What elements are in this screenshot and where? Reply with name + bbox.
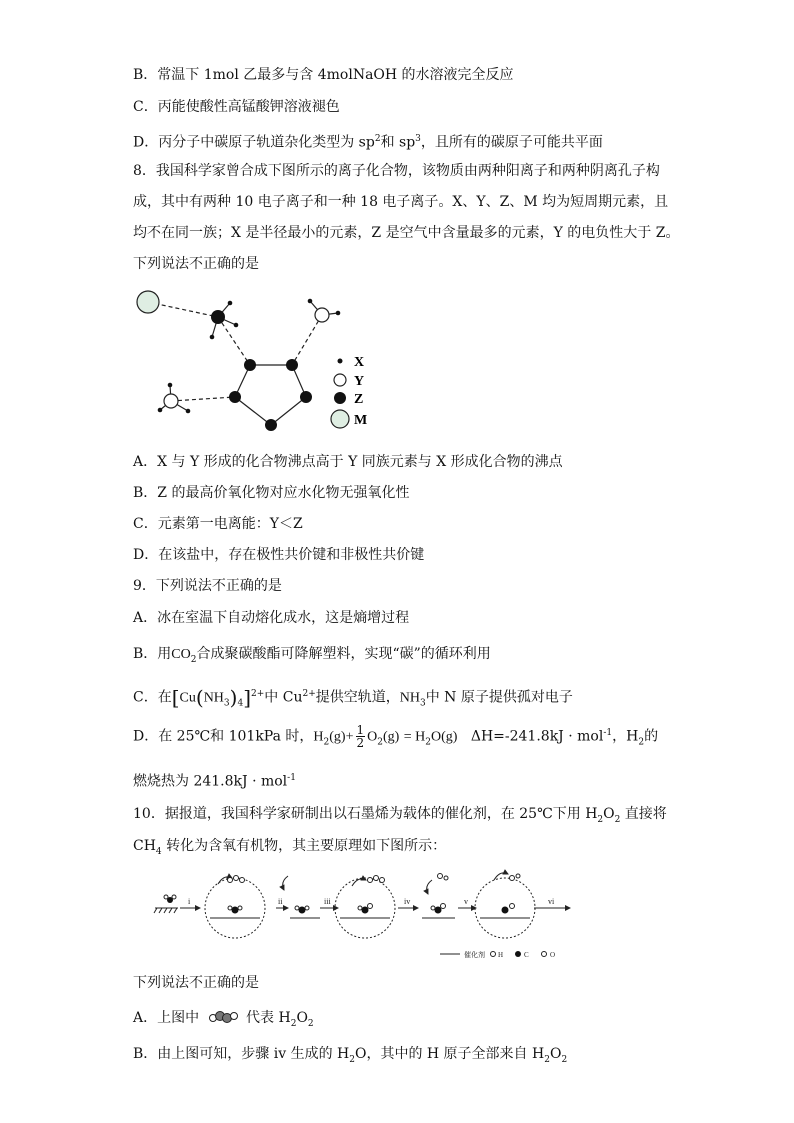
q10-stem-line1: 10．据报道，我国科学家研制出以石墨烯为载体的催化剂，在 25℃下用 $H_2O_2$ 直接将 xyxy=(133,806,667,825)
q7-option-b: B．常温下 1mol 乙最多与含 4molNaOH 的水溶液完全反应 xyxy=(133,67,514,83)
q8-option-d: D．在该盐中，存在极性共价键和非极性共价键 xyxy=(133,547,425,563)
legend-y-label: Y xyxy=(354,374,365,389)
q8-stem-line4: 下列说法不正确的是 xyxy=(133,256,259,272)
h2o2-molecule-icon xyxy=(208,1010,238,1024)
atom-x xyxy=(210,335,215,340)
q9-option-b: B．用$CO_2$合成聚碳酸酯可降解塑料，实现“碳”的循环利用 xyxy=(133,646,491,665)
q7-option-d: D．丙分子中碳原子轨道杂化类型为 $sp^2$和 $sp^3$，且所有的碳原子可能共平面 xyxy=(133,134,603,151)
step-iv: iv xyxy=(404,897,411,906)
legend-c: C xyxy=(524,951,529,959)
atom-x xyxy=(336,311,341,316)
legend-m-symbol xyxy=(331,410,349,428)
q10-question: 下列说法不正确的是 xyxy=(133,975,259,991)
step-i: i xyxy=(188,897,191,906)
atom-z xyxy=(300,391,312,403)
atom-z xyxy=(229,391,241,403)
atom-x xyxy=(234,323,239,328)
atom-z xyxy=(211,310,225,324)
q10-stem-line2: $CH_4$ 转化为含氧有机物，其主要原理如下图所示： xyxy=(133,838,447,857)
q7-option-c: C．丙能使酸性高锰酸钾溶液褪色 xyxy=(133,99,340,115)
legend-o: O xyxy=(550,951,556,959)
q8-option-c: C．元素第一电离能：Y＜Z xyxy=(133,516,303,532)
atom-z xyxy=(286,359,298,371)
step-iii: iii xyxy=(324,897,331,906)
q8-stem-line3: 均不在同一族；X 是半径最小的元素，Z 是空气中含量最多的元素，Y 的电负性大于 Z。 xyxy=(133,225,680,241)
legend-m-label: M xyxy=(354,413,368,428)
ionic-compound-figure xyxy=(130,285,390,435)
q10-option-b: B．由上图可知，步骤 iv 生成的 $H_2O$，其中的 H 原子全部来自 $H_2O_2$ xyxy=(133,1046,568,1065)
atom-z xyxy=(244,359,256,371)
atom-x xyxy=(308,299,313,304)
q10-option-a: A．上图中 代表 $H_2O_2$ xyxy=(133,1010,314,1029)
q8-stem-line1: 8．我国科学家曾合成下图所示的离子化合物，该物质由两种阳离子和两种阴离孔子构 xyxy=(133,163,660,179)
q9-option-a: A．冰在室温下自动熔化成水，这是熵增过程 xyxy=(133,610,410,626)
legend-h: H xyxy=(498,951,504,959)
legend-catalyst: 催化剂 xyxy=(464,951,485,959)
q8-option-b: B．Z 的最高价氧化物对应水化物无强氧化性 xyxy=(133,485,410,501)
legend-x-label: X xyxy=(354,355,365,370)
legend-x-symbol xyxy=(338,359,343,364)
q9-stem: 9．下列说法不正确的是 xyxy=(133,578,282,594)
atom-y xyxy=(315,308,329,322)
atom-x xyxy=(158,408,163,413)
atom-y xyxy=(164,394,178,408)
step-v: v xyxy=(464,897,468,906)
atom-z xyxy=(265,419,277,431)
atom-m xyxy=(137,291,159,313)
atom-x xyxy=(168,383,173,388)
step-vi: vi xyxy=(548,897,555,906)
q9-option-c: C．在$[Cu(NH_3)_4]^{2+}$中 $Cu^{2+}$提供空轨道，$NH_3$中 N 原子提供孤对电子 xyxy=(133,685,573,710)
q9-option-d-line2: 燃烧热为 241.8kJ · mol$^{-1}$ xyxy=(133,773,296,790)
q8-stem-line2: 成，其中有两种 10 电子离子和一种 18 电子离子。X、Y、Z、M 均为短周期元素，且 xyxy=(133,194,669,210)
q8-option-a: A．X 与 Y 形成的化合物沸点高于 Y 同族元素与 X 形成化合物的沸点 xyxy=(133,454,563,470)
q9-option-d: D．在 25℃和 101kPa 时，$H_2(g)+$ $\frac{1}{2}$ $O_2(g) = H_2O(g)$ ΔH=-241.8kJ · mol$^{-1}$，$H_2$的 xyxy=(133,723,659,751)
reaction-mechanism-figure xyxy=(150,866,580,964)
legend-z-label: Z xyxy=(354,392,364,407)
atom-x xyxy=(186,409,191,414)
legend-z-symbol xyxy=(334,392,346,404)
legend-y-symbol xyxy=(334,374,346,386)
step-ii: ii xyxy=(278,897,283,906)
atom-x xyxy=(228,301,233,306)
